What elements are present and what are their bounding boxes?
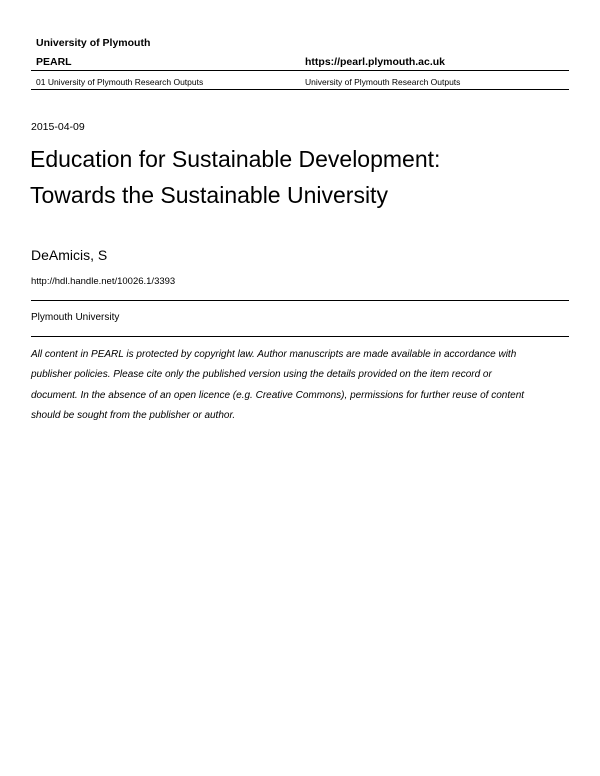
notice-line-3: document. In the absence of an open licence (e.g. Creative Commons), permissions for further reuse of content (31, 389, 525, 401)
repository-name: PEARL (36, 56, 72, 68)
title-line-2: Towards the Sustainable University (30, 182, 388, 208)
copyright-notice (31, 345, 524, 427)
notice-line-2: publisher policies. Please cite only the published version using the details provided on the item record or (31, 369, 492, 381)
publisher-name: Plymouth University (31, 312, 120, 323)
notice-line-4: should be sought from the publisher or author. (31, 410, 236, 422)
record-divider-top (31, 300, 569, 301)
repository-url[interactable]: https://pearl.plymouth.ac.uk (305, 56, 446, 68)
record-divider-bottom (31, 336, 569, 337)
title-line-1: Education for Sustainable Development: (30, 146, 441, 172)
page-title (30, 141, 440, 213)
header-divider-bottom (31, 89, 569, 90)
notice-line-1: All content in PEARL is protected by copyright law. Author manuscripts are made available in accordance with (31, 349, 517, 360)
header-divider-top (31, 70, 569, 71)
institution-name: University of Plymouth (36, 37, 151, 49)
author-name: DeAmicis, S (31, 247, 108, 263)
collection-right: University of Plymouth Research Outputs (305, 77, 461, 87)
record-date: 2015-04-09 (31, 121, 85, 133)
collection-left: 01 University of Plymouth Research Outputs (36, 77, 204, 87)
handle-link[interactable]: http://hdl.handle.net/10026.1/3393 (31, 276, 176, 287)
